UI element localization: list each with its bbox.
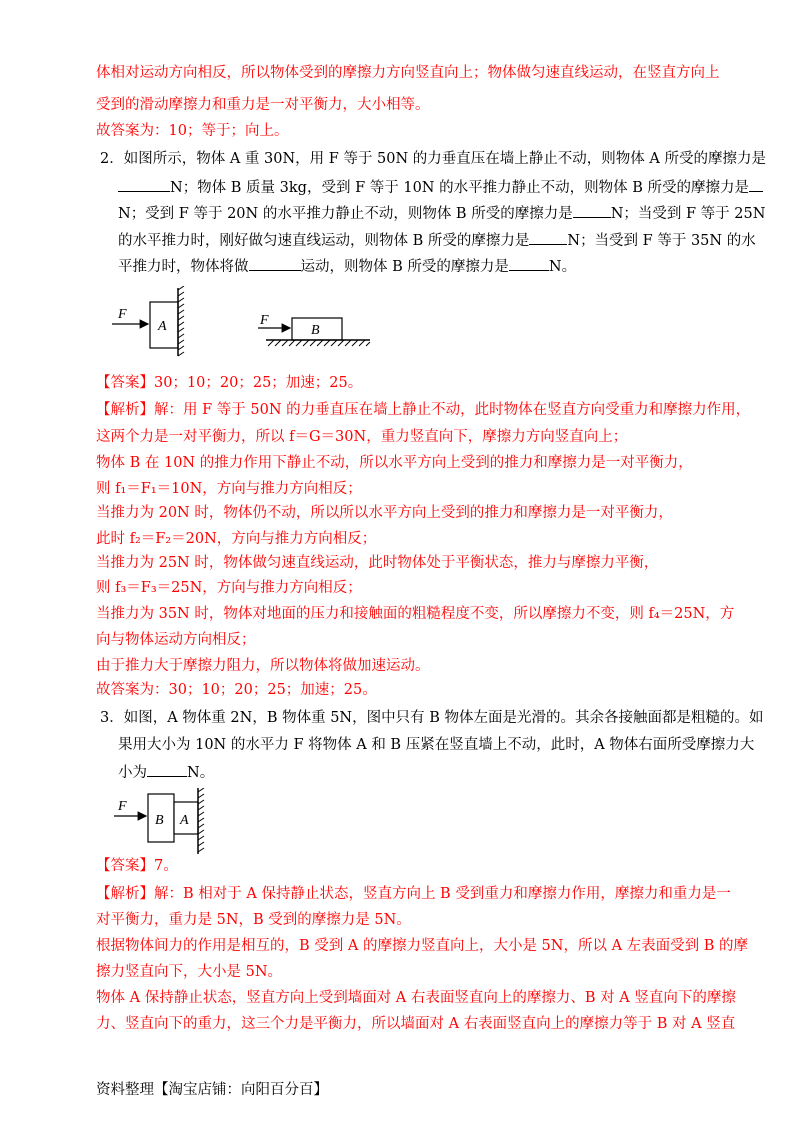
q2-wall-hatch <box>178 286 184 356</box>
q3-line-3: 小为 N。 <box>118 762 214 783</box>
q2-final-answer: 故答案为：30；10；20；25；加速；25。 <box>96 682 377 698</box>
q3-analysis-line: 根据物体间力的作用是相互的，B 受到 A 的摩擦力竖直向上，大小是 5N，所以 A 左表面受到 B 的摩 <box>96 938 749 954</box>
q2-blank-2 <box>749 177 763 192</box>
q2-line-4: 的水平推力时，刚好做匀速直线运动，则物体 B 所受的摩擦力是 N；当受到 F 等于 35N 的水 <box>118 230 756 251</box>
q2-line-3: N；受到 F 等于 20N 的水平推力静止不动，则物体 B 所受的摩擦力是 N；当受到 F 等于 25N <box>118 203 765 224</box>
q2-ground-hatch <box>268 340 370 346</box>
q2-analysis-line: 当推力为 35N 时，物体对地面的压力和接触面的粗糙程度不变，所以摩擦力不变，则 f₄＝25N，方 <box>96 606 735 622</box>
q2-analysis-line: 物体 B 在 10N 的推力作用下静止不动，所以水平方向上受到的推力和摩擦力是一对平衡力， <box>96 455 693 471</box>
q3-blank <box>147 762 187 777</box>
q2-block-b-label: B <box>311 323 320 338</box>
q3-analysis-line: 物体 A 保持静止状态，竖直方向上受到墙面对 A 右表面竖直向上的摩擦力、B 对 A 竖直向下的摩擦 <box>96 990 736 1006</box>
q2-analysis-line: 则 f₃＝F₃＝25N，方向与推力方向相反； <box>96 580 362 596</box>
q3-analysis-line: 力、竖直向下的重力，这三个力是平衡力，所以墙面对 A 右表面竖直向上的摩擦力等于 B 对 A 竖直 <box>96 1016 736 1032</box>
q2-blank-3 <box>573 203 611 218</box>
q2-analysis-line: 此时 f₂＝F₂＝20N，方向与推力方向相反； <box>96 531 377 547</box>
q2-blank-1 <box>118 177 170 192</box>
q2-blank-6 <box>509 256 549 271</box>
q2-force-label-a: F <box>118 307 127 322</box>
q2-answer: 【答案】30；10；20；25；加速；25。 <box>96 375 363 391</box>
q2-block-a-label: A <box>158 319 167 334</box>
q2-line-5: 平推力时，物体将做 运动，则物体 B 所受的摩擦力是 N。 <box>118 256 576 277</box>
q2-line-2: N；物体 B 质量 3kg，受到 F 等于 10N 的水平推力静止不动，则物体 B 所受的摩擦力是 <box>118 177 763 198</box>
q2-analysis-line: 【解析】解：用 F 等于 50N 的力垂直压在墙上静止不动，此时物体在竖直方向受重力和摩擦力作用， <box>96 402 751 418</box>
q2-analysis-line: 则 f₁＝F₁＝10N，方向与推力方向相反； <box>96 481 362 497</box>
q2-line-1: 2．如图所示，物体 A 重 30N，用 F 等于 50N 的力垂直压在墙上静止不动，则物体 A 所受的摩擦力是 <box>100 151 766 167</box>
prev-final-answer: 故答案为：10；等于；向上。 <box>96 123 289 139</box>
q3-wall-hatch <box>198 788 204 852</box>
q3-line-1: 3．如图，A 物体重 2N，B 物体重 5N，图中只有 B 物体左面是光滑的。其余各接触面都是粗糙的。如 <box>100 710 764 726</box>
q3-block-a-label: A <box>180 813 189 828</box>
q2-force-label-b: F <box>260 313 269 328</box>
prev-analysis-line-1: 体相对运动方向相反，所以物体受到的摩擦力方向竖直向上；物体做匀速直线运动，在竖直方向上 <box>96 65 720 81</box>
q2-analysis-line: 这两个力是一对平衡力，所以 f＝G＝30N，重力竖直向下，摩擦力方向竖直向上； <box>96 429 628 445</box>
q2-analysis-line: 当推力为 25N 时，物体做匀速直线运动，此时物体处于平衡状态，推力与摩擦力平衡， <box>96 555 659 571</box>
q3-block-b-label: B <box>155 813 164 828</box>
q2-figure <box>108 286 388 358</box>
prev-analysis-line-2: 受到的滑动摩擦力和重力是一对平衡力，大小相等。 <box>96 97 430 113</box>
page-footer: 资料整理【淘宝店铺：向阳百分百】 <box>96 1082 328 1098</box>
q2-blank-4 <box>529 230 567 245</box>
q3-force-label: F <box>118 799 127 814</box>
q3-answer: 【答案】7。 <box>96 858 178 874</box>
q2-blank-5 <box>249 256 301 271</box>
q3-analysis-line: 擦力竖直向下，大小是 5N。 <box>96 964 283 980</box>
q3-line-2: 果用大小为 10N 的水平力 F 将物体 A 和 B 压紧在竖直墙上不动，此时，A 物体右面所受摩擦力大 <box>118 737 755 753</box>
q3-analysis-line: 对平衡力，重力是 5N，B 受到的摩擦力是 5N。 <box>96 912 411 928</box>
q2-analysis-line: 向与物体运动方向相反； <box>96 632 256 648</box>
q2-analysis-line: 当推力为 20N 时，物体仍不动，所以所以水平方向上受到的推力和摩擦力是一对平衡力， <box>96 505 673 521</box>
q3-figure <box>112 788 222 856</box>
q2-analysis-line: 由于推力大于摩擦力阻力，所以物体将做加速运动。 <box>96 658 430 674</box>
q3-analysis-line: 【解析】解：B 相对于 A 保持静止状态，竖直方向上 B 受到重力和摩擦力作用，摩擦力和重力是一 <box>96 886 731 902</box>
